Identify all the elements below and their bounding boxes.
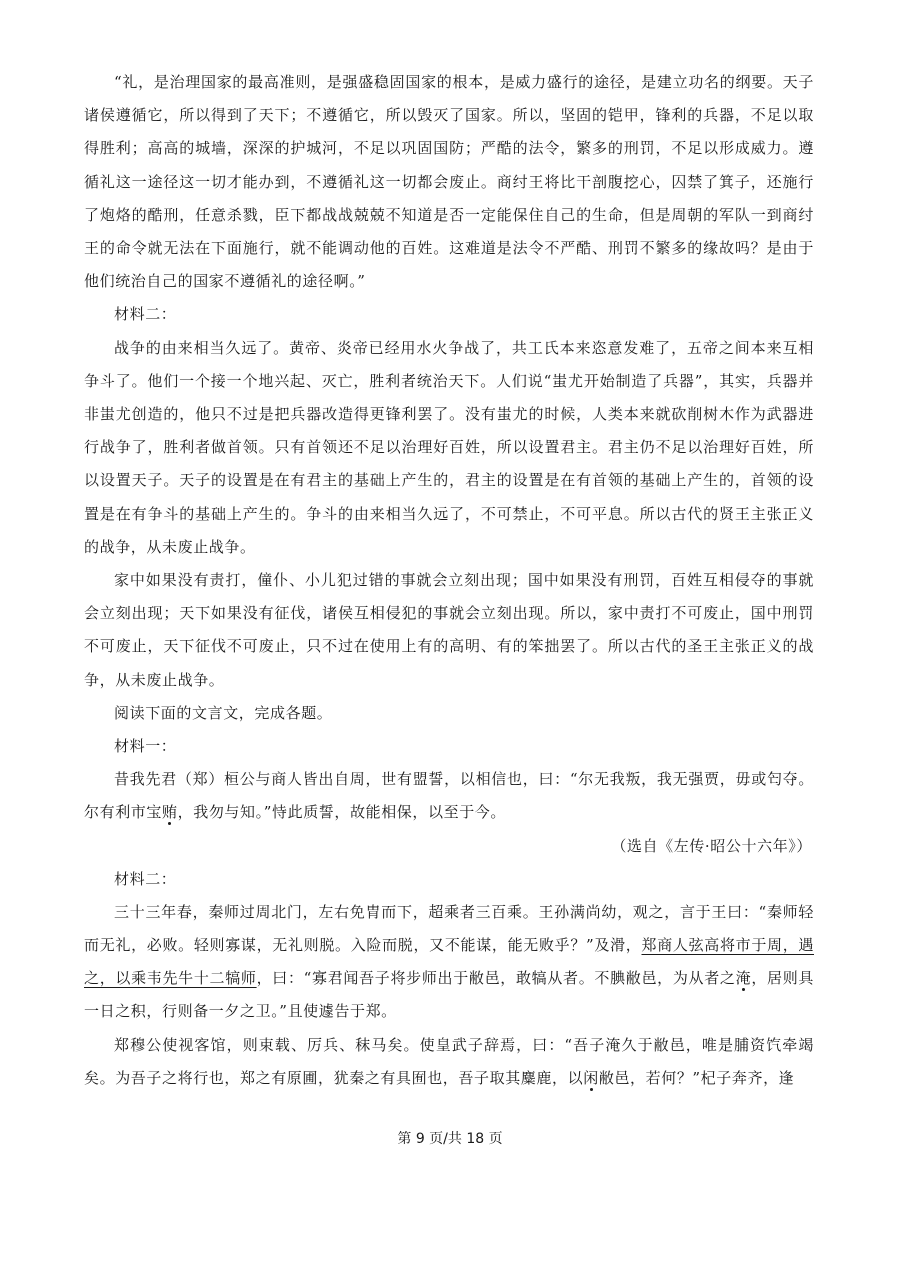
page-number-footer: 第 9 页/共 18 页 (397, 1131, 503, 1147)
text-run: ，曰：“寡君闻吾子将步师出于敝邑，敢犒从者。不腆敝邑，为从者之 (256, 969, 736, 988)
dotted-character: 闲 (583, 1068, 599, 1087)
underlined-sentence: 郑商人弦高将市于周，遇之，以乘韦先牛十二犒师 (84, 936, 814, 988)
material-one-text (84, 763, 814, 829)
text-run: 敝邑，若何？”杞子奔齐，逢 (598, 1068, 795, 1087)
war-origin-paragraph: 战争的由来相当久远了。黄帝、炎帝已经用水火争战了，共工氏本来恣意发难了，五帝之间本来互相争斗了。他们一个接一个地兴起、灭亡，胜利者统治天下。人们说“蚩尤开始制造了兵器”，其实，兵器并非蚩尤创造的，他只不过是把兵器改造得更锋利罢了。没有蚩尤的时候，人类本来就砍削树木作为武器进行战争了，胜利者做首领。只有首领还不足以治理好百姓，所以设置君主。君主仍不足以治理好百姓，所以设置天子。天子的设置是在有君主的基础上产生的，君主的设置是在有首领的基础上产生的，首领的设置是在有争斗的基础上产生的。争斗的由来相当久远了，不可禁止，不可平息。所以古代的贤王主张正义的战争，从未废止战争。 (84, 338, 814, 556)
passage-translation-part1 (84, 66, 814, 1095)
dotted-character: 淹 (735, 969, 752, 988)
instruction-text: 阅读下面的文言文，完成各题。 (114, 703, 333, 722)
quote-paragraph: “礼，是治理国家的最高准则，是强盛稳固国家的根本，是威力盛行的途径，是建立功名的纲要。天子诸侯遵循它，所以得到了天下；不遵循它，所以毁灭了国家。所以，坚固的铠甲，锋利的兵器，不足以取得胜利；高高的城墙，深深的护城河，不足以巩固国防；严酷的法令，繁多的刑罚，不足以形成威力。遵循礼这一途径这一切才能办到，不遵循礼这一切都会废止。商纣王将比干剖腹挖心，囚禁了箕子，还施行了炮烙的酷刑，任意杀戮，臣下都战战兢兢不知道是否一定能保住自己的生命，但是周朝的军队一到商纣王的命令就无法在下面施行，就不能调动他的百姓。这难道是法令不严酷、刑罚不繁多的缘故吗？是由于他们统治自己的国家不遵循礼的途径啊。” (84, 73, 814, 291)
punishment-paragraph: 家中如果没有责打，僮仆、小儿犯过错的事就会立刻出现；国中如果没有刑罚，百姓互相侵夺的事就会立刻出现；天下如果没有征伐，诸侯互相侵犯的事就会立刻出现。所以，家中责打不可废止，国中刑罚不可废止，天下征伐不可废止，只不过在使用上有的高明、有的笨拙罢了。所以古代的圣王主张正义的战争，从未废止战争。 (84, 571, 814, 689)
material-two-label-classical: 材料二： (114, 869, 177, 888)
source-citation: （选自《左传·昭公十六年》） (611, 836, 812, 855)
dotted-character: 贿 (162, 803, 178, 822)
material-two-label: 材料二： (114, 305, 177, 324)
text-run: 三十三年春，秦师过周北门，左右免胄而下，超乘者三百乘。王孙满尚幼，观之，言于王曰：“秦师轻而无礼，必败。轻则寡谋，无礼则脱。入险而脱，又不能谋，能无败乎？”及滑， (84, 902, 814, 955)
text-run: 郑穆公使视客馆，则束载、厉兵、秣马矣。使皇武子辞焉，曰：“吾子淹久于敝邑，唯是脯资饩牵竭矣。为吾子之将行也，郑之有原圃，犹秦之有具囿也，吾子取其麋鹿，以 (84, 1035, 814, 1087)
material-one-label: 材料一： (114, 737, 177, 756)
material-two-continuation (84, 1029, 814, 1095)
text-run: ，我勿与知。”恃此质誓，故能相保，以至于今。 (177, 803, 506, 822)
text-run: 昔我先君（郑）桓公与商人皆出自周，世有盟誓，以相信也，曰：“尔无我叛，我无强贾，毋或匄夺。尔有利市宝 (84, 770, 814, 822)
material-two-text (84, 896, 814, 1029)
text-run: ，居则具一日之积，行则备一夕之卫。”且使遽告于郑。 (84, 969, 814, 1021)
